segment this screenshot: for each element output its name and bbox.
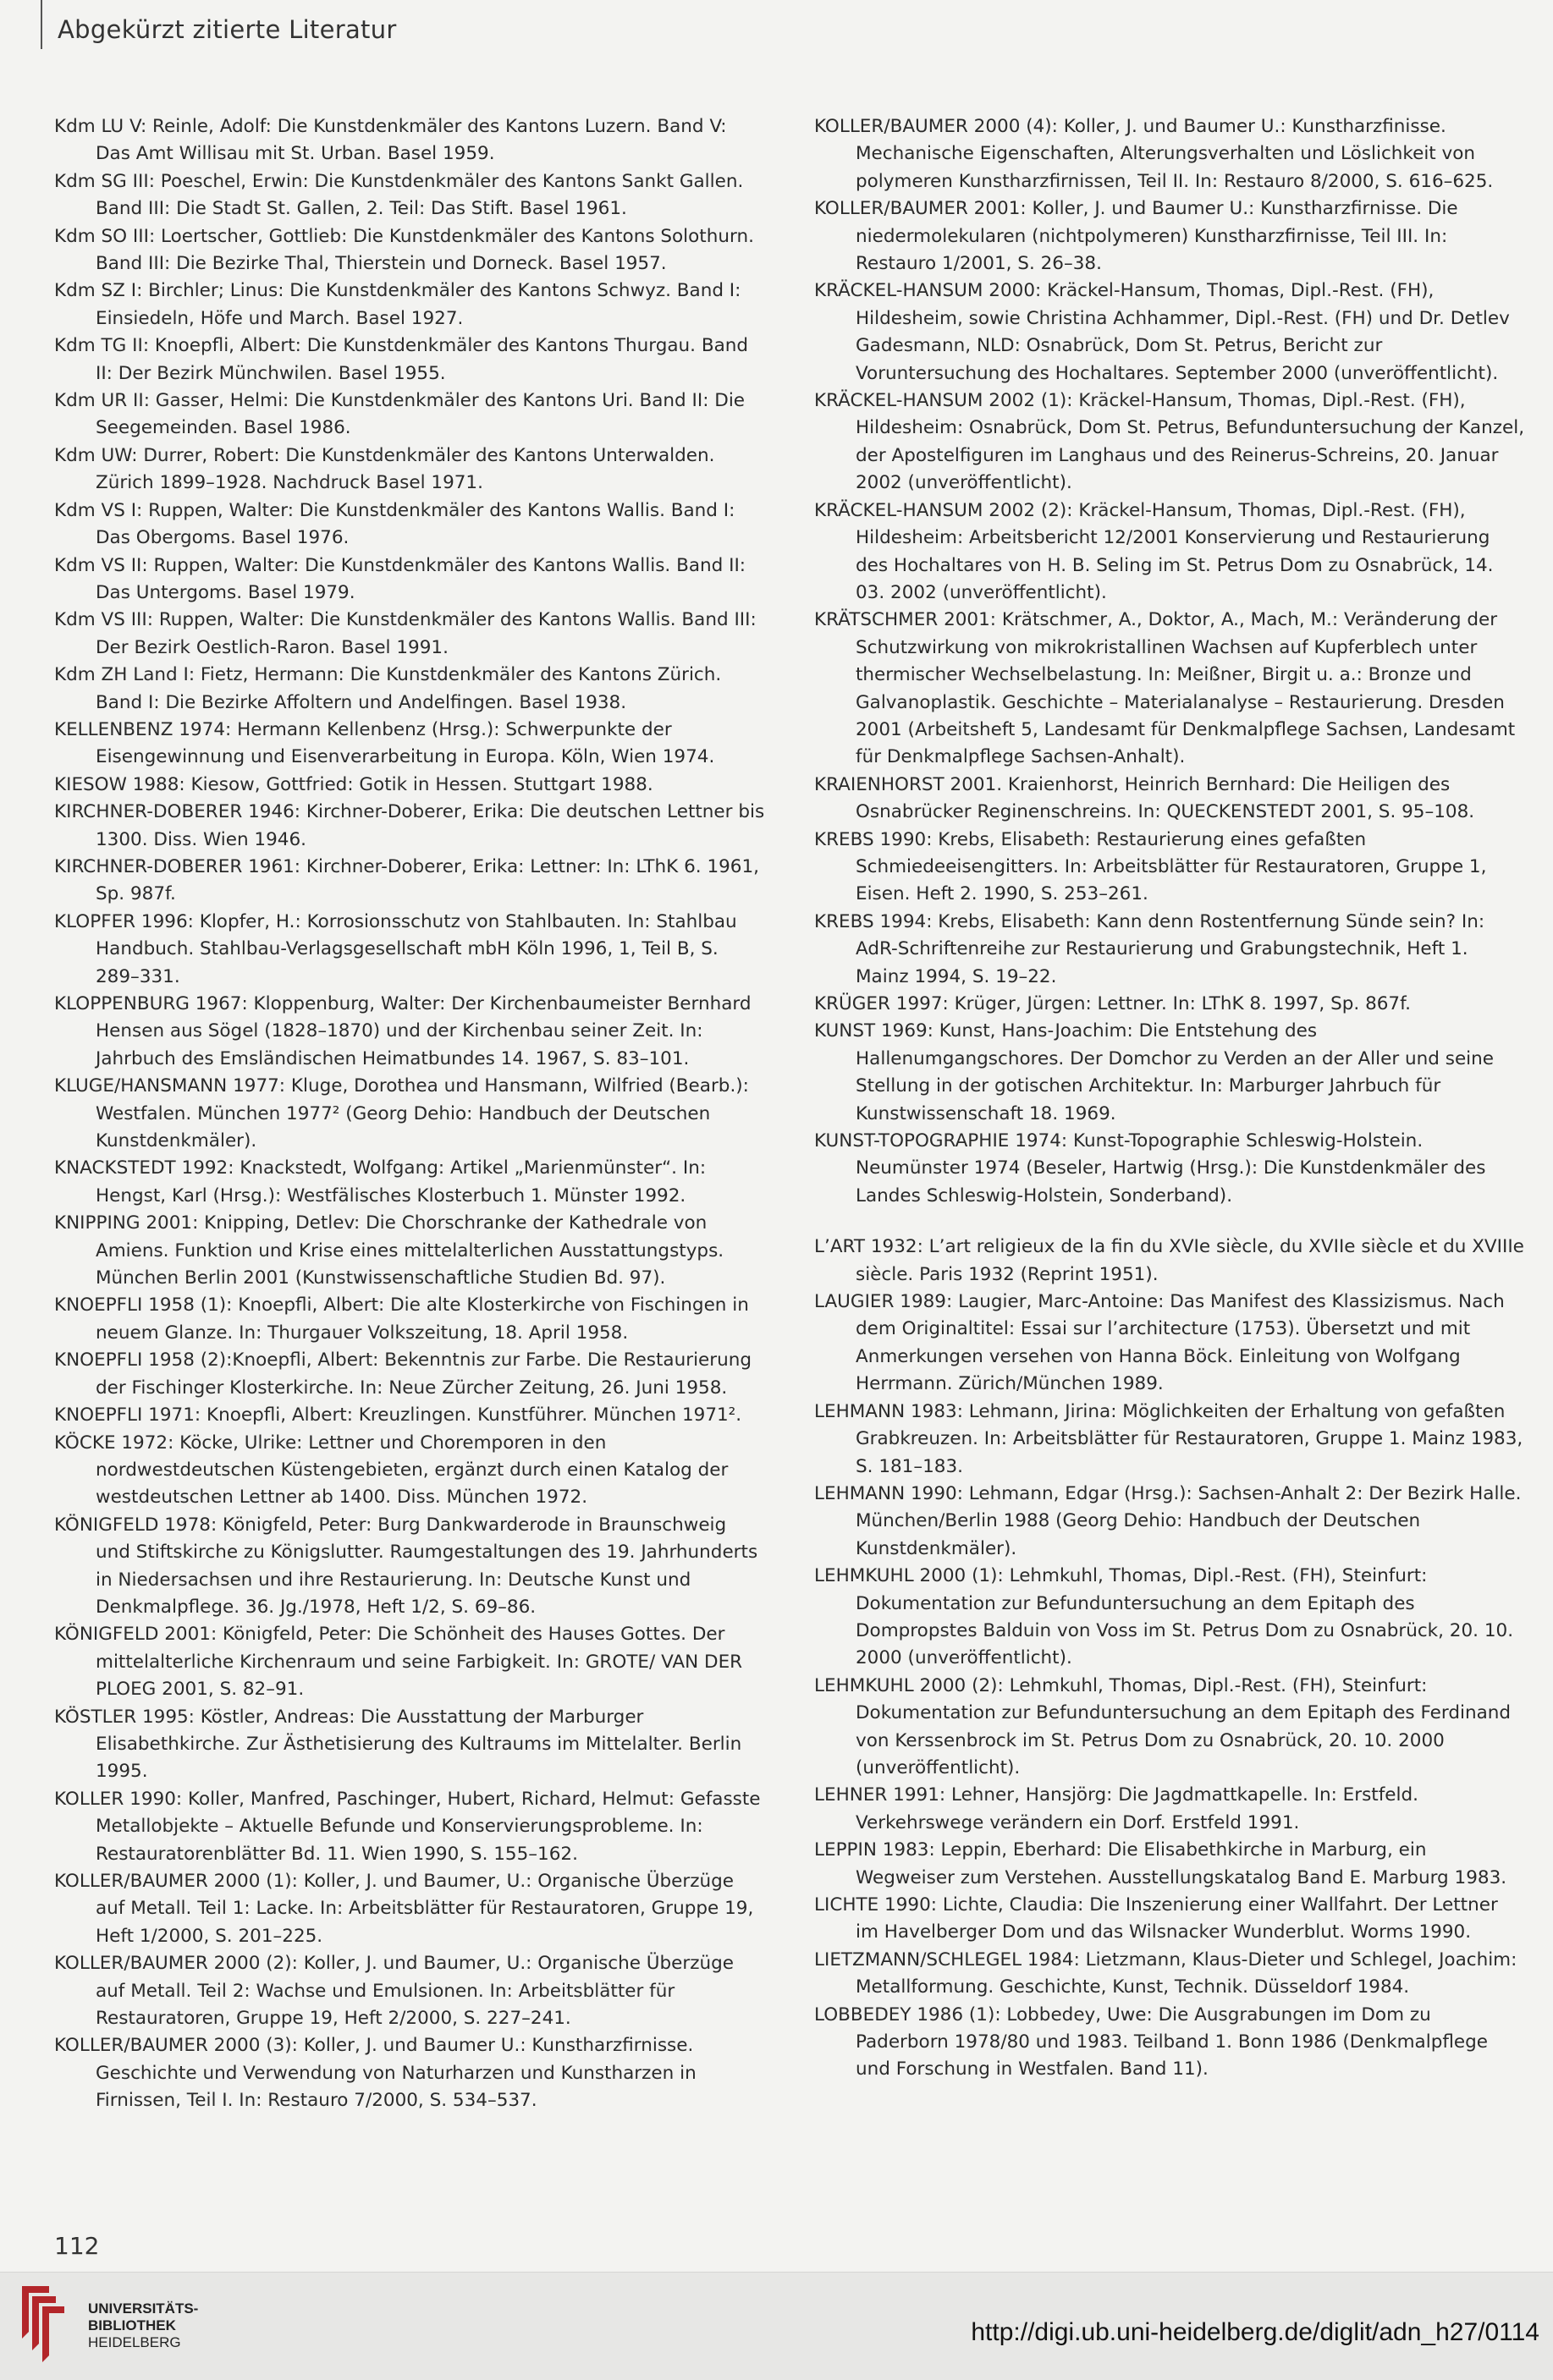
bibliography-entry: KOLLER/BAUMER 2000 (4): Koller, J. und Baumer U.: Kunstharzfinisse. Mechanische Eigenschaften, Alterungsverhalten und Löslichkeit von polymeren Kunstharzfirnissen, Teil II. In: Restauro 8/2000, S. 616–625. (814, 116, 1494, 192)
bibliography-entry: KOLLER 1990: Koller, Manfred, Paschinger, Hubert, Richard, Helmut: Gefasste Metallobjekte – Aktuelle Befunde und Konservierungsprobleme. In: Restauratorenblätter Bd. 11. Wien 1990, S. 155–162. (54, 1788, 761, 1865)
bibliography-entry: KÖSTLER 1995: Köstler, Andreas: Die Ausstattung der Marburger Elisabethkirche. Zur Ästhetisierung des Kultraums im Mittelalter. Berlin 1995. (54, 1706, 742, 1783)
bibliography-entry: KRÄCKEL-HANSUM 2002 (1): Kräckel-Hansum, Thomas, Dipl.-Rest. (FH), Hildesheim: Osnabrück, Dom St. Petrus, Befunduntersuchung der Kanzel, der Apostelfiguren im Langhaus und des Reinerus-Schreins, 20. Januar 2002 (unveröffentlicht). (814, 390, 1525, 494)
bibliography-entry: KRÄCKEL-HANSUM 2002 (2): Kräckel-Hansum, Thomas, Dipl.-Rest. (FH), Hildesheim: Arbeitsbericht 12/2001 Konservierung und Restaurierung des Hochaltares von H. B. Seling im St. Petrus Dom zu Osnabrück, 14. 03. 2002 (unveröffentlicht). (814, 499, 1494, 603)
bibliography-entry: KRÜGER 1997: Krüger, Jürgen: Lettner. In: LThK 8. 1997, Sp. 867f. (814, 993, 1411, 1014)
running-header-title: Abgekürzt zitierte Literatur (58, 15, 397, 44)
bibliography-entry: KRAIENHORST 2001. Kraienhorst, Heinrich Bernhard: Die Heiligen des Osnabrücker Reginenschreins. In: QUECKENSTEDT 2001, S. 95–108. (814, 773, 1475, 823)
bibliography-entry: KELLENBENZ 1974: Hermann Kellenbenz (Hrsg.): Schwerpunkte der Eisengewinnung und Eisenverarbeitung in Europa. Köln, Wien 1974. (54, 718, 715, 768)
bibliography-entry: Kdm SO III: Loertscher, Gottlieb: Die Kunstdenkmäler des Kantons Solothurn. Band III: Die Bezirke Thal, Thierstein und Dorneck. Basel 1957. (54, 225, 754, 275)
bibliography-entry: LOBBEDEY 1986 (1): Lobbedey, Uwe: Die Ausgrabungen im Dom zu Paderborn 1978/80 und 1983. Teilband 1. Bonn 1986 (Denkmalpflege und Forschung in Westfalen. Band 11). (814, 2003, 1488, 2080)
bibliography-entry: KNACKSTEDT 1992: Knackstedt, Wolfgang: Artikel „Marienmünster“. In: Hengst, Karl (Hrsg.): Westfälisches Klosterbuch 1. Münster 1992. (54, 1157, 707, 1206)
bibliography-entry: KIESOW 1988: Kiesow, Gottfried: Gotik in Hessen. Stuttgart 1988. (54, 773, 653, 795)
bibliography-entry: KNOEPFLI 1958 (2):Knoepfli, Albert: Bekenntnis zur Farbe. Die Restaurierung der Fischinger Klosterkirche. In: Neue Zürcher Zeitung, 26. Juni 1958. (54, 1349, 752, 1399)
bibliography-entry: KLOPFER 1996: Klopfer, H.: Korrosionsschutz von Stahlbauten. In: Stahlbau Handbuch. Stahlbau-Verlagsgesellschaft mbH Köln 1996, 1, Teil B, S. 289–331. (54, 910, 737, 987)
library-name-line: HEIDELBERG (88, 2334, 181, 2350)
bibliography-entry: KÖCKE 1972: Köcke, Ulrike: Lettner und Choremporen in den nordwestdeutschen Küstengebieten, ergänzt durch einen Katalog der westdeutschen Lettner ab 1400. Diss. München 1972. (54, 1432, 729, 1509)
bibliography-column-right (814, 113, 1525, 2084)
bibliography-entry: LEHMANN 1990: Lehmann, Edgar (Hrsg.): Sachsen-Anhalt 2: Der Bezirk Halle. München/Berlin 1988 (Georg Dehio: Handbuch der Deutschen Kunstdenkmäler). (814, 1482, 1522, 1559)
running-header (41, 0, 633, 49)
bibliography-entry: Kdm VS I: Ruppen, Walter: Die Kunstdenkmäler des Kantons Wallis. Band I: Das Obergoms. Basel 1976. (54, 499, 735, 549)
bibliography-entry: KÖNIGFELD 1978: Königfeld, Peter: Burg Dankwarderode in Braunschweig und Stiftskirche zu Königslutter. Raumgestaltungen des 19. Jahrhunderts in Niedersachsen und ihre Restaurierung. In: Deutsche Kunst und Denkmalpflege. 36. Jg./1978, Heft 1/2, S. 69–86. (54, 1514, 758, 1618)
bibliography-entry: KÖNIGFELD 2001: Königfeld, Peter: Die Schönheit des Hauses Gottes. Der mittelalterliche Kirchenraum und seine Farbigkeit. In: GROTE/ VAN DER PLOEG 2001, S. 82–91. (54, 1624, 743, 1701)
page-number: 112 (54, 2232, 100, 2260)
bibliography-entry: KUNST 1969: Kunst, Hans-Joachim: Die Entstehung des Hallenumgangschores. Der Domchor zu Verden an der Aller und seine Stellung in der gotischen Architektur. In: Marburger Jahrbuch für Kunstwissenschaft 18. 1969. (814, 1020, 1495, 1124)
bibliography-entry: KNOEPFLI 1971: Knoepfli, Albert: Kreuzlingen. Kunstführer. München 1971². (54, 1404, 742, 1426)
bibliography-entry: KNOEPFLI 1958 (1): Knoepfli, Albert: Die alte Klosterkirche von Fischingen in neuem Glanze. In: Thurgauer Volkszeitung, 18. April 1958. (54, 1294, 749, 1344)
bibliography-entry: Kdm UR II: Gasser, Helmi: Die Kunstdenkmäler des Kantons Uri. Band II: Die Seegemeinden. Basel 1986. (54, 390, 746, 439)
bibliography-entry: KOLLER/BAUMER 2000 (1): Koller, J. und Baumer, U.: Organische Überzüge auf Metall. Teil 1: Lacke. In: Arbeitsblätter für Restauratoren, Gruppe 19, Heft 1/2000, S. 201–225. (54, 1871, 754, 1947)
bibliography-entry: LICHTE 1990: Lichte, Claudia: Die Inszenierung einer Wallfahrt. Der Lettner im Havelberger Dom und das Wilsnacker Wunderblut. Worms 1990. (814, 1894, 1498, 1943)
bibliography-entry: Kdm VS II: Ruppen, Walter: Die Kunstdenkmäler des Kantons Wallis. Band II: Das Untergoms. Basel 1979. (54, 554, 746, 603)
bibliography-entry: KOLLER/BAUMER 2001: Koller, J. und Baumer U.: Kunstharzfirnisse. Die niedermolekularen (nichtpolymeren) Kunstharzfirnisse, Teil III. In: Restauro 1/2001, S. 26–38. (814, 198, 1458, 275)
bibliography-entry: KIRCHNER-DOBERER 1946: Kirchner-Doberer, Erika: Die deutschen Lettner bis 1300. Diss. Wien 1946. (54, 801, 765, 850)
bibliography-entry: L’ART 1932: L’art religieux de la fin du XVIe siècle, du XVIIe siècle et du XVIIIe siècle. Paris 1932 (Reprint 1951). (814, 1236, 1524, 1285)
bibliography-entry: LIETZMANN/SCHLEGEL 1984: Lietzmann, Klaus-Dieter und Schlegel, Joachim: Metallformung. Geschichte, Kunst, Technik. Düsseldorf 1984. (814, 1949, 1517, 1998)
library-name-line: BIBLIOTHEK (88, 2317, 176, 2333)
library-name (88, 2300, 198, 2351)
bibliography-entry: KLUGE/HANSMANN 1977: Kluge, Dorothea und Hansmann, Wilfried (Bearb.): Westfalen. München 1977² (Georg Dehio: Handbuch der Deutschen Kunstdenkmäler). (54, 1075, 749, 1152)
bibliography-entry: Kdm UW: Durrer, Robert: Die Kunstdenkmäler des Kantons Unterwalden. Zürich 1899–1928. Nachdruck Basel 1971. (54, 444, 715, 494)
bibliography-entry: KOLLER/BAUMER 2000 (3): Koller, J. und Baumer U.: Kunstharzfirnisse. Geschichte und Verwendung von Naturharzen und Kunstharzen in Firnissen, Teil I. In: Restauro 7/2000, S. 534–537. (54, 2035, 697, 2112)
source-url-link[interactable]: http://digi.ub.uni-heidelberg.de/diglit/adn_h27/0114 (971, 2318, 1539, 2346)
bibliography-entry: LEPPIN 1983: Leppin, Eberhard: Die Elisabethkirche in Marburg, ein Wegweiser zum Verstehen. Ausstellungskatalog Band E. Marburg 1983. (814, 1839, 1507, 1888)
university-library-logo-icon (15, 2281, 69, 2366)
bibliography-entry: KUNST-TOPOGRAPHIE 1974: Kunst-Topographie Schleswig-Holstein. Neumünster 1974 (Beseler, Hartwig (Hrsg.): Die Kunstdenkmäler des Landes Schleswig-Holstein, Sonderband). (814, 1130, 1486, 1206)
bibliography-entry: LEHMKUHL 2000 (1): Lehmkuhl, Thomas, Dipl.-Rest. (FH), Steinfurt: Dokumentation zur Befunduntersuchung an dem Epitaph des Dompropstes Balduin von Voss im St. Petrus Dom zu Osnabrück, 20. 10. 2000 (unveröffentlicht). (814, 1565, 1514, 1669)
bibliography-entry: Kdm SZ I: Birchler; Linus: Die Kunstdenkmäler des Kantons Schwyz. Band I: Einsiedeln, Höfe und March. Basel 1927. (54, 280, 741, 329)
bibliography-entry: LEHMKUHL 2000 (2): Lehmkuhl, Thomas, Dipl.-Rest. (FH), Steinfurt: Dokumentation zur Befunduntersuchung an dem Epitaph des Ferdinand von Kerssenbrock im St. Petrus Dom zu Osnabrück, 20. 10. 2000 (unveröffentlicht). (814, 1674, 1512, 1778)
bibliography-entry: KRÄTSCHMER 2001: Krätschmer, A., Doktor, A., Mach, M.: Veränderung der Schutzwirkung von mikrokristallinen Wachsen auf Kupferblech unter thermischer Wechselbelastung. In: Meißner, Birgit u. a.: Bronze und Galvanoplastik. Geschichte – Materialanalyse – Restaurierung. Dresden 2001 (Arbeitsheft 5, Landesamt für Denkmalpflege Sachsen, Landesamt für Denkmalpflege Sachsen-Anhalt). (814, 609, 1516, 768)
bibliography-entry: Kdm LU V: Reinle, Adolf: Die Kunstdenkmäler des Kantons Luzern. Band V: Das Amt Willisau mit St. Urban. Basel 1959. (54, 116, 727, 165)
bibliography-entry: Kdm SG III: Poeschel, Erwin: Die Kunstdenkmäler des Kantons Sankt Gallen. Band III: Die Stadt St. Gallen, 2. Teil: Das Stift. Basel 1961. (54, 170, 744, 220)
bibliography-entry: KRÄCKEL-HANSUM 2000: Kräckel-Hansum, Thomas, Dipl.-Rest. (FH), Hildesheim, sowie Christina Achhammer, Dipl.-Rest. (FH) und Dr. Detlev Gadesmann, NLD: Osnabrück, Dom St. Petrus, Bericht zur Voruntersuchung des Hochaltares. September 2000 (unveröffentlicht). (814, 280, 1510, 384)
bibliography-entry: KREBS 1994: Krebs, Elisabeth: Kann denn Rostentfernung Sünde sein? In: AdR-Schriftenreihe zur Restaurierung und Grabungstechnik, Heft 1. Mainz 1994, S. 19–22. (814, 910, 1485, 987)
bibliography-entry: KNIPPING 2001: Knipping, Detlev: Die Chorschranke der Kathedrale von Amiens. Funktion und Krise eines mittelalterlichen Ausstattungstyps. München Berlin 2001 (Kunstwissenschaftliche Studien Bd. 97). (54, 1212, 724, 1289)
bibliography-entry: KIRCHNER-DOBERER 1961: Kirchner-Doberer, Erika: Lettner: In: LThK 6. 1961, Sp. 987f. (54, 855, 759, 905)
library-name-line: UNIVERSITÄTS- (88, 2300, 199, 2317)
bibliography-entry: KREBS 1990: Krebs, Elisabeth: Restaurierung eines gefaßten Schmiedeeisengitters. In: Arbeitsblätter für Restauratoren, Gruppe 1, Eisen. Heft 2. 1990, S. 253–261. (814, 828, 1487, 905)
bibliography-entry: LAUGIER 1989: Laugier, Marc-Antoine: Das Manifest des Klassizismus. Nach dem Originaltitel: Essai sur l’architecture (1753). Übersetzt und mit Anmerkungen versehen von Hanna Böck. Einleitung von Wolfgang Herrmann. Zürich/München 1989. (814, 1291, 1505, 1395)
bibliography-entry: Kdm TG II: Knoepfli, Albert: Die Kunstdenkmäler des Kantons Thurgau. Band II: Der Bezirk Münchwilen. Basel 1955. (54, 335, 749, 384)
bibliography-entry: LEHMANN 1983: Lehmann, Jirina: Möglichkeiten der Erhaltung von gefaßten Grabkreuzen. In: Arbeitsblätter für Restauratoren, Gruppe 1. Mainz 1983, S. 181–183. (814, 1400, 1523, 1477)
bibliography-entry: KLOPPENBURG 1967: Kloppenburg, Walter: Der Kirchenbaumeister Bernhard Hensen aus Sögel (1828–1870) und der Kirchenbau seiner Zeit. In: Jahrbuch des Emsländischen Heimatbundes 14. 1967, S. 83–101. (54, 993, 752, 1069)
bibliography-entry: KOLLER/BAUMER 2000 (2): Koller, J. und Baumer, U.: Organische Überzüge auf Metall. Teil 2: Wachse und Emulsionen. In: Arbeitsblätter für Restauratoren, Gruppe 19, Heft 2/2000, S. 227–241. (54, 1953, 734, 2030)
bibliography-column-left (54, 113, 765, 2115)
bibliography-entry: Kdm VS III: Ruppen, Walter: Die Kunstdenkmäler des Kantons Wallis. Band III: Der Bezirk Oestlich-Raron. Basel 1991. (54, 609, 757, 658)
bibliography-entry: Kdm ZH Land I: Fietz, Hermann: Die Kunstdenkmäler des Kantons Zürich. Band I: Die Bezirke Affoltern und Andelfingen. Basel 1938. (54, 664, 722, 713)
bibliography-entry: LEHNER 1991: Lehner, Hansjörg: Die Jagdmattkapelle. In: Erstfeld. Verkehrswege verändern ein Dorf. Erstfeld 1991. (814, 1784, 1418, 1833)
